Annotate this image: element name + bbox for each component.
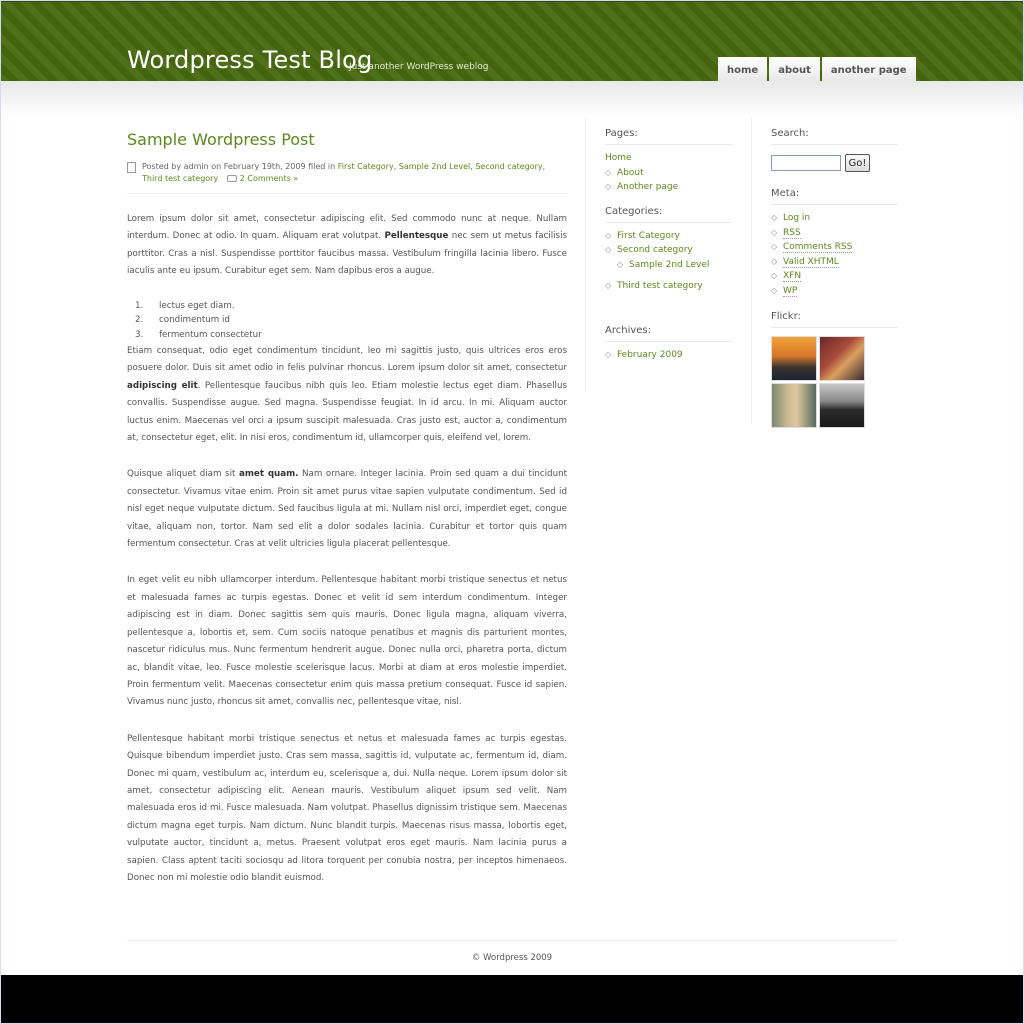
main-nav — [718, 57, 916, 83]
flickr-photo[interactable] — [771, 336, 817, 381]
flickr-title: Flickr: — [771, 311, 898, 328]
search-button[interactable]: Go! — [845, 154, 870, 172]
document-icon — [127, 162, 136, 173]
footer-divider — [127, 940, 898, 941]
blog-tagline: Just another WordPress weblog — [349, 62, 489, 72]
pages-list — [605, 151, 732, 195]
flickr-photo[interactable] — [819, 336, 865, 381]
meta-list — [771, 211, 898, 299]
meta-link-xfn[interactable]: ◇ XFN — [771, 269, 898, 284]
category-link[interactable]: First Category — [337, 162, 394, 171]
arrow-icon: ◇ — [605, 245, 612, 255]
comment-icon — [227, 175, 237, 182]
pages-title: Pages: — [605, 128, 732, 145]
arrow-icon: ◇ — [771, 285, 778, 295]
categories-list — [605, 229, 732, 293]
category-link[interactable]: Third test category — [142, 174, 219, 183]
flickr-photo[interactable] — [819, 383, 865, 428]
category-first[interactable]: ◇ First Category — [605, 229, 732, 244]
meta-link-wp[interactable]: ◇ WP — [771, 284, 898, 299]
page-link-home[interactable]: Home — [605, 153, 632, 163]
meta-link-comments-rss[interactable]: ◇ Comments RSS — [771, 240, 898, 255]
arrow-icon: ◇ — [771, 227, 778, 237]
arrow-icon: ◇ — [605, 182, 612, 192]
arrow-icon: ◇ — [605, 350, 612, 360]
footer-bar — [0, 975, 1024, 1024]
meta-link-valid-xhtml[interactable]: ◇ Valid XHTML — [771, 255, 898, 270]
page-link-about[interactable]: ◇ About — [605, 166, 732, 181]
arrow-icon: ◇ — [605, 167, 612, 177]
category-third[interactable]: ◇ Third test category — [605, 279, 732, 294]
page-link-another-page[interactable]: ◇ Another page — [605, 180, 732, 195]
archives-title: Archives: — [605, 325, 732, 342]
nav-tab-home[interactable]: home — [718, 57, 767, 83]
arrow-icon: ◇ — [605, 230, 612, 240]
nav-tab-another-page[interactable]: another page — [822, 57, 916, 83]
list-item: 1. lectus eget diam. — [135, 300, 235, 311]
post-paragraph: Quisque aliquet diam sit amet quam. Nam ornare. Integer lacinia. Proin sed quam a dui tincidunt consectetur. Vivamus vitae enim. Proin sit amet purus vitae sapien vulputate condimentum. Sed id nisl eget neque vulputate dictum. Sed faucibus ligula at mi. Nullam nisl orci, imperdiet eget, congue vitae, aliquam non, tortor. Nam sed elit a dolor sodales lacinia. Curabitur et tortor quis quam fermentum consectetur. Cras at velit ultricies ligula placerat pellentesque. — [127, 469, 567, 550]
post-paragraph: In eget velit eu nibh ullamcorper interdum. Pellentesque habitant morbi tristique senectus et netus et malesuada fames ac turpis egestas. Donec et velit id sem interdum condimentum. Integer adipiscing est in diam. Donec sagittis sem quis mauris. Donec ligula magna, aliquam viverra, pellentesque a, lobortis et, sem. Cum sociis natoque penatibus et magnis dis parturient montes, nascetur ridiculus mus. Nunc fermentum hendrerit augue. Donec nulla orci, pharetra porta, dictum ac, blandit vitae, leo. Fusce molestie scelerisque lacus. Morbi at diam at eros molestie imperdiet. Proin fermentum velit. Maecenas consectetur enim quis massa pretium consequat. Fusce id sapien. Vivamus nunc justo, rhoncus sit amet, convallis nec, pellentesque vitae, nisl. — [127, 575, 567, 708]
flickr-gallery — [771, 336, 898, 428]
search-form — [771, 154, 898, 172]
list-item: 2. condimentum id — [135, 315, 230, 326]
meta-link-rss[interactable]: ◇ RSS — [771, 226, 898, 241]
blog-title[interactable]: Wordpress Test Blog — [127, 46, 373, 74]
flickr-photo[interactable] — [771, 383, 817, 428]
site-header — [0, 0, 1024, 81]
nav-tab-about[interactable]: about — [769, 57, 820, 83]
category-link[interactable]: Second category — [475, 162, 543, 171]
arrow-icon: ◇ — [771, 256, 778, 266]
categories-title: Categories: — [605, 206, 732, 223]
meta-title: Meta: — [771, 188, 898, 205]
column-divider — [751, 117, 752, 424]
header-shadow — [0, 81, 1024, 117]
list-item: 3. fermentum consectetur — [135, 330, 262, 341]
post-title[interactable]: Sample Wordpress Post — [127, 130, 315, 149]
arrow-icon: ◇ — [605, 280, 612, 290]
search-title: Search: — [771, 128, 898, 145]
post-paragraph: Etiam consequat, odio eget condimentum tincidunt, leo mi sagittis justo, quis ultrices eros eros posuere dolor. Duis sit amet odio in felis pulvinar rhoncus. Lorem ipsum dolor sit amet, consectetur adipiscing elit. Pellentesque faucibus nibh quis leo. Etiam molestie lectus eget diam. Phasellus convallis. Suspendisse augue. Sed magna. Suspendisse feugiat. In id arcu. In mi. Aliquam auctor luctus enim. Maecenas vel orci a ipsum suscipit malesuada. Cras justo est, auctor a, condimentum at, consectetur eget, elit. In nisi eros, condimentum id, ullamcorper quis, eleifend vel, lorem. — [127, 346, 567, 444]
post-list — [127, 299, 567, 343]
arrow-icon: ◇ — [617, 259, 624, 269]
category-second[interactable]: ◇ Second category — [605, 243, 732, 258]
meta-link-login[interactable]: ◇ Log in — [771, 211, 898, 226]
post-divider — [127, 193, 567, 194]
post-paragraph: Pellentesque habitant morbi tristique senectus et netus et malesuada fames ac turpis egestas. Quisque bibendum imperdiet justo. Cras sem massa, sagittis id, vulputate ac, fermentum id, diam. Donec mi quam, vestibulum ac, interdum eu, scelerisque a, dui. Nulla neque. Lorem ipsum dolor sit amet, consectetur adipiscing elit. Aenean mauris. Vestibulum aliquet ipsum sed velit. Nam malesuada eros id mi. Fusce malesuada. Nam volutpat. Phasellus dignissim tristique sem. Maecenas dictum magna eget turpis. Nam dictum. Nunc blandit turpis. Maecenas risus massa, lobortis eget, vulputate auctor, tincidunt a, metus. Praesent volutpat eros eget mauris. Nam lacinia purus a sapien. Class aptent taciti sociosqu ad litora torquent per conubia nostra, per inceptos himenaeos. Donec non mi molestie odio blandit euismod. — [127, 733, 567, 883]
archive-link[interactable]: ◇ February 2009 — [605, 348, 732, 363]
post-content — [127, 130, 567, 887]
arrow-icon: ◇ — [771, 242, 778, 252]
category-sample-2nd-level[interactable]: ◇ Sample 2nd Level — [605, 258, 732, 273]
post-paragraph: Lorem ipsum dolor sit amet, consectetur adipiscing elit. Sed commodo nunc at neque. Nullam interdum. Donec at odio. In quam. Aliquam erat volutpat. Pellentesque nec sem ut metus facilisis porttitor. Cras a nisl. Suspendisse porttitor faucibus massa. Vestibulum fringilla lacinia libero. Fusce iaculis ante eu ipsum. Curabitur eget sem. Nam dapibus eros a augue. — [127, 214, 568, 277]
category-link[interactable]: Sample 2nd Level — [398, 162, 471, 171]
search-input[interactable] — [771, 155, 841, 171]
comments-link[interactable]: 2 Comments » — [239, 174, 299, 183]
arrow-icon: ◇ — [771, 213, 778, 222]
post-meta: Posted by admin on February 19th, 2009 filed in First Category, Sample 2nd Level, Second category, Third test category 2 Comments » — [127, 161, 567, 185]
footer-copyright: © Wordpress 2009 — [471, 953, 553, 963]
column-divider — [585, 117, 586, 392]
post-meta-text: Posted by admin on February 19th, 2009 filed in — [142, 162, 336, 171]
sidebar-right — [771, 128, 898, 428]
arrow-icon: ◇ — [771, 271, 778, 281]
sidebar-left — [605, 128, 732, 363]
archives-list — [605, 348, 732, 363]
